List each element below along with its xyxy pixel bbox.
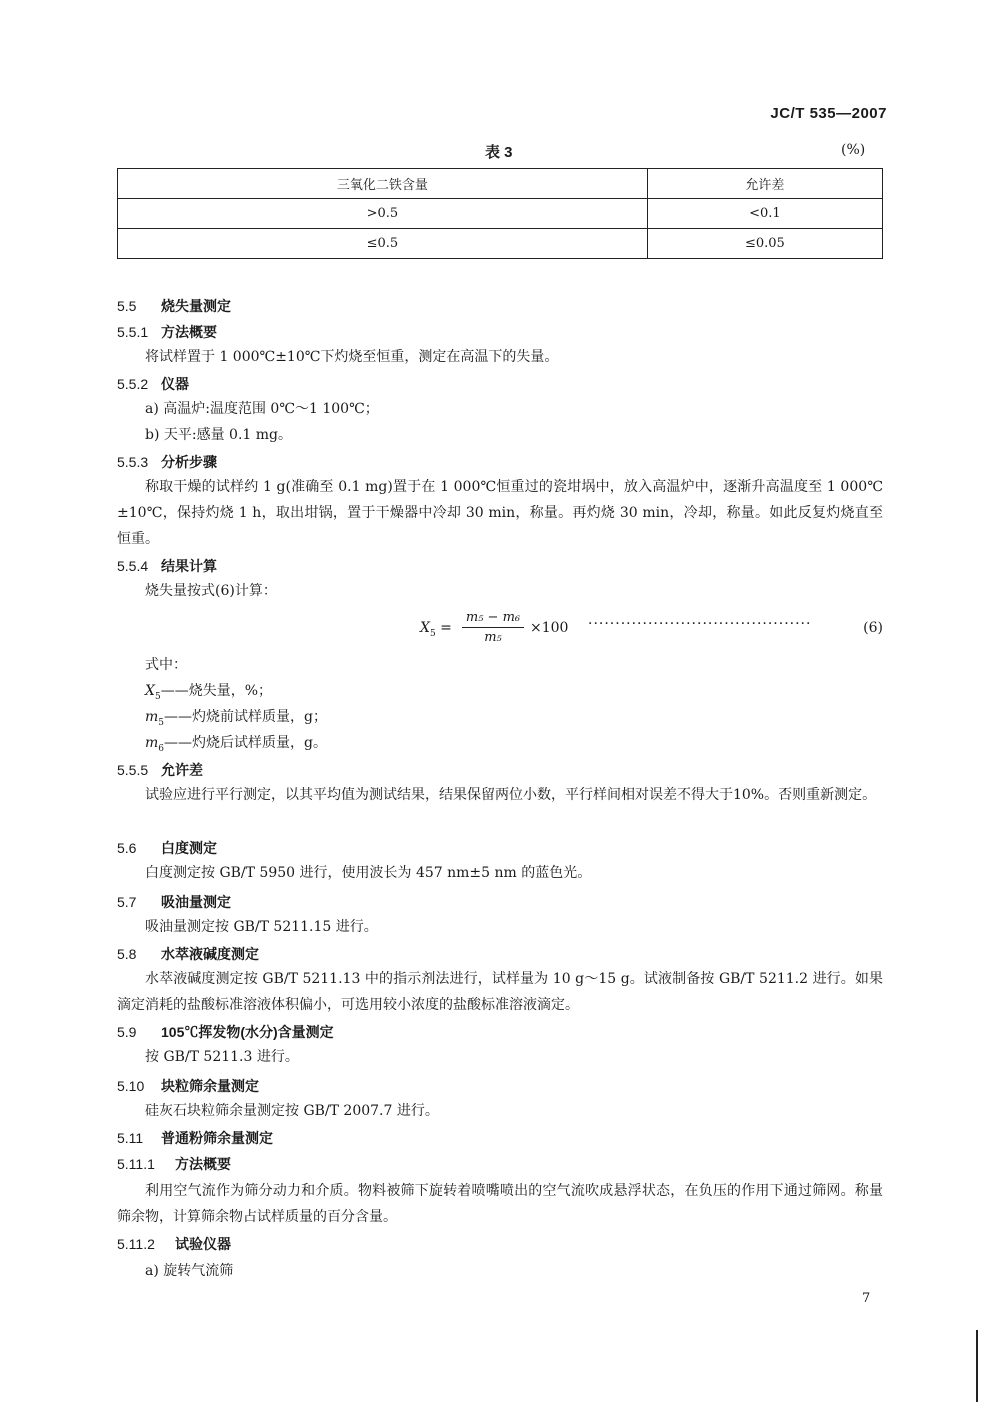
paragraph: 白度测定按 GB/T 5950 进行，使用波长为 457 nm±5 nm 的蓝色光。 — [145, 865, 592, 881]
table-row — [118, 199, 883, 229]
section-heading: 5.10 块粒筛余量测定 — [117, 1078, 259, 1094]
table-caption: 表 3 — [485, 144, 513, 161]
page-number: 7 — [862, 1291, 871, 1306]
paragraph: 将试样置于 1 000℃±10℃下灼烧至恒重，测定在高温下的失量。 — [145, 349, 559, 365]
variable-definition: $m_5——$灼烧前试样质量，g； — [145, 709, 327, 728]
section-heading: 5.9 105℃挥发物(水分)含量测定 — [117, 1024, 334, 1040]
paragraph: 按 GB/T 5211.3 进行。 — [145, 1049, 299, 1065]
section-heading: 5.5.5 允许差 — [117, 762, 203, 778]
table-3 — [117, 168, 883, 259]
section-heading: 5.5.1 方法概要 — [117, 324, 217, 340]
paragraph: 利用空气流作为筛分动力和介质。物料被筛下旋转着喷嘴喷出的空气流吹成悬浮状态，在负压的作用下通过筛网。称量筛余物，计算筛余物占试样质量的百分含量。 — [117, 1183, 883, 1225]
section-heading: 5.11.2 试验仪器 — [117, 1236, 231, 1252]
table-header-cell: 允许差 — [647, 169, 882, 199]
list-item: b) 天平:感量 0.1 mg。 — [145, 427, 292, 443]
section-heading: 5.11 普通粉筛余量测定 — [117, 1130, 273, 1146]
section-heading: 5.5.4 结果计算 — [117, 558, 217, 574]
formula-fraction — [462, 610, 524, 645]
formula-numerator: m₅ − m₆ — [462, 610, 524, 628]
list-item: a) 高温炉:温度范围 0℃～1 100℃； — [145, 401, 379, 417]
section-heading: 5.8 水萃液碱度测定 — [117, 946, 259, 962]
section-heading: 5.5.2 仪器 — [117, 376, 189, 392]
section-heading: 5.5.3 分析步骤 — [117, 454, 217, 470]
formula-denominator: m₅ — [484, 630, 502, 645]
variable-definition: $m_6——$灼烧后试样质量，g。 — [145, 735, 327, 754]
paragraph: 烧失量按式(6)计算： — [145, 583, 277, 599]
table-unit: (%) — [841, 142, 866, 158]
paragraph: 试验应进行平行测定，以其平均值为测试结果，结果保留两位小数，平行样间相对误差不得大于10%。否则重新测定。 — [145, 787, 877, 803]
formula-multiplier: ×100 — [530, 620, 569, 636]
variable-definition: $X_5——$烧失量，%； — [145, 683, 273, 702]
document-id: JC/T 535—2007 — [770, 105, 887, 122]
paragraph: 称取干燥的试样约 1 g(准确至 0.1 mg)置于在 1 000℃恒重过的瓷坩埚中，放入高温炉中，逐渐升高温度至 1 000℃±10℃，保持灼烧 1 h，取出坩锅，置于干燥器中冷却 30 min，称量。再灼烧 30 min，冷却，称量。如此反复灼烧直至恒重。 — [117, 479, 883, 547]
table-header-cell: 三氧化二铁含量 — [118, 169, 648, 199]
table-cell: ≤0.5 — [118, 229, 648, 259]
equation-number: (6) — [863, 620, 883, 636]
paragraph: 水萃液碱度测定按 GB/T 5211.13 中的指示剂法进行，试样量为 10 g～15 g。试液制备按 GB/T 5211.2 进行。如果滴定消耗的盐酸标准溶液体积偏小，可选用较小浓度的盐酸标准溶液滴定。 — [117, 971, 883, 1013]
where-label: 式中： — [145, 657, 187, 673]
paragraph: 吸油量测定按 GB/T 5211.15 进行。 — [145, 919, 378, 935]
table-header-row — [118, 169, 883, 199]
table-cell: ≤0.05 — [647, 229, 882, 259]
formula-6 — [420, 610, 883, 654]
section-heading: 5.5 烧失量测定 — [117, 298, 231, 314]
scan-edge-line — [976, 1330, 978, 1402]
table-cell: >0.5 — [118, 199, 648, 229]
section-heading: 5.6 白度测定 — [117, 840, 217, 856]
table-row — [118, 229, 883, 259]
formula-lhs: $X_5$ = — [420, 620, 452, 639]
leader-dots: ········································· — [588, 616, 812, 632]
list-item: a) 旋转气流筛 — [145, 1263, 234, 1279]
section-heading: 5.11.1 方法概要 — [117, 1156, 231, 1172]
section-heading: 5.7 吸油量测定 — [117, 894, 231, 910]
table-cell: <0.1 — [647, 199, 882, 229]
paragraph: 硅灰石块粒筛余量测定按 GB/T 2007.7 进行。 — [145, 1103, 439, 1119]
